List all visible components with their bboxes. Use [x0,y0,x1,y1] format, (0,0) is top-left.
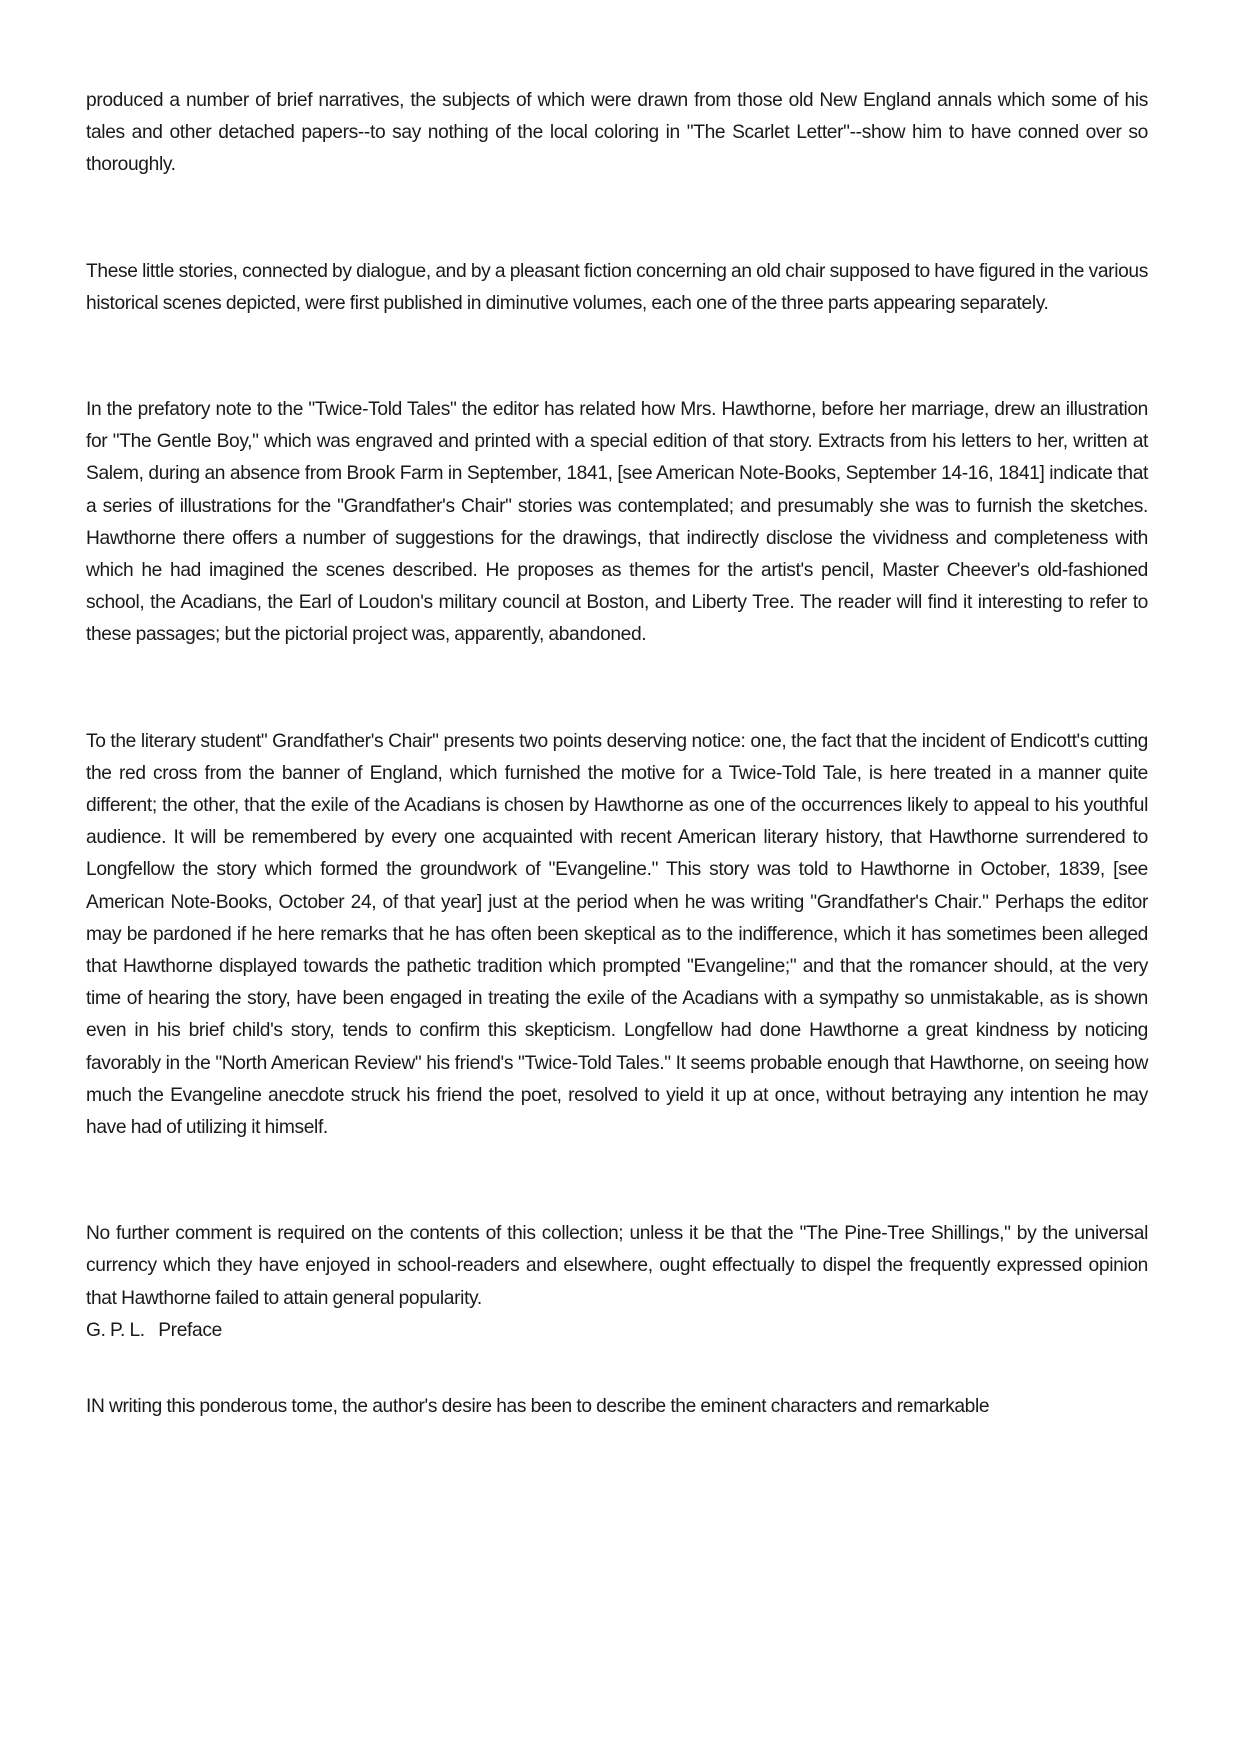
paragraph-narratives: produced a number of brief narratives, the subjects of which were drawn from those old New England annals which some of his tales and other detached papers--to say nothing of the local coloring in "The Scarlet Letter"--show him to have conned over so thoroughly. [86,90,1148,176]
paragraph-further-comment: No further comment is required on the contents of this collection; unless it be that the "The Pine-Tree Shillings," by the universal currency which they have enjoyed in school-readers and elsewhere, ought effectually to dispel the frequently expressed opinion that Hawthorne failed to attain general popularity. [86,1223,1148,1309]
document-page [86,85,1148,1423]
paragraph-preface-opening: IN writing this ponderous tome, the author's desire has been to describe the eminent characters and remarkable [86,1396,990,1418]
paragraph-prefatory-note: In the prefatory note to the "Twice-Told Tales" the editor has related how Mrs. Hawthorne, before her marriage, drew an illustration for "The Gentle Boy," which was engraved and printed with a special edition of that story. Extracts from his letters to her, written at Salem, during an absence from Brook Farm in September, 1841, [see American Note-Books, September 14-16, 1841] indicate that a series of illustrations for the "Grandfather's Chair" stories was contemplated; and presumably she was to furnish the sketches. Hawthorne there offers a number of suggestions for the drawings, that indirectly disclose the vividness and completeness with which he had imagined the scenes described. He proposes as themes for the artist's pencil, Master Cheever's old-fashioned school, the Acadians, the Earl of Loudon's military council at Boston, and Liberty Tree. The reader will find it interesting to refer to these passages; but the pictorial project was, apparently, abandoned. [86,399,1148,646]
paragraph-little-stories: These little stories, connected by dialogue, and by a pleasant fiction concerning an old chair supposed to have figured in the various historical scenes depicted, were first published in diminutive volumes, each one of the three parts appearing separately. [86,260,1148,314]
paragraph-literary-student: To the literary student" Grandfather's Chair" presents two points deserving notice: one, the fact that the incident of Endicott's cutting the red cross from the banner of England, which furnished the motive for a Twice-Told Tale, is here treated in a manner quite different; the other, that the exile of the Acadians is chosen by Hawthorne as one of the occurrences likely to appeal to his youthful audience. It will be remembered by every one acquainted with recent American literary history, that Hawthorne surrendered to Longfellow the story which formed the groundwork of "Evangeline." This story was told to Hawthorne in October, 1839, [see American Note-Books, October 24, of that year] just at the period when he was writing "Grandfather's Chair." Perhaps the editor may be pardoned if he here remarks that he has often been skeptical as to the indifference, which it has sometimes been alleged that Hawthorne displayed towards the pathetic tradition which prompted "Evangeline;" and that the romancer should, at the very time of hearing the story, have been engaged in treating the exile of the Acadians with a sympathy so unmistakable, as is shown even in his brief child's story, tends to confirm this skepticism. Longfellow had done Hawthorne a great kindness by noticing favorably in the "North American Review" his friend's "Twice-Told Tales." It seems probable enough that Hawthorne, on seeing how much the Evangeline anecdote struck his friend the poet, resolved to yield it up at once, without betraying any intention he may have had of utilizing it himself. [86,730,1148,1139]
signature-and-section-heading: G. P. L. Preface [86,1319,222,1341]
